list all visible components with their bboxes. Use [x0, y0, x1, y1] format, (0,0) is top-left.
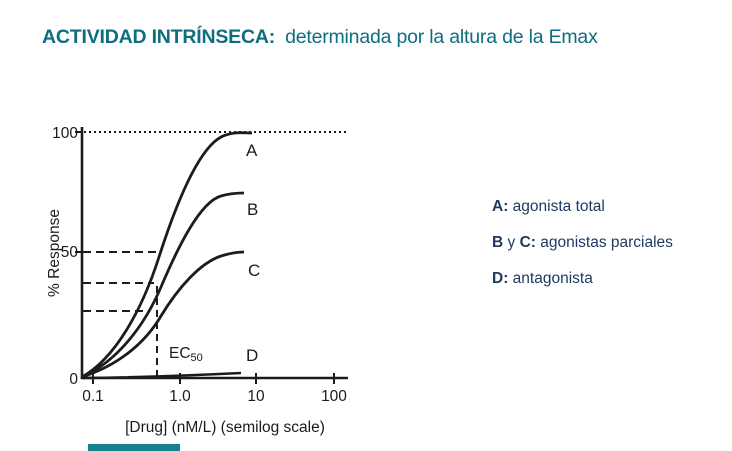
- x-tick-label-100: 100: [321, 388, 347, 405]
- legend-key-b: B: [492, 234, 504, 251]
- legend-item-a: [492, 196, 673, 218]
- x-tick-label-0_1: 0.1: [82, 388, 104, 405]
- legend-text-d: antagonista: [508, 270, 593, 287]
- x-axis-title: [Drug] (nM/L) (semilog scale): [125, 419, 325, 436]
- y-axis-title: % Response: [46, 209, 63, 297]
- curve-label-b: B: [247, 200, 259, 219]
- legend-key-a: A:: [492, 198, 509, 215]
- x-tick-label-1_0: 1.0: [169, 388, 191, 405]
- legend-conjunction: y: [503, 234, 520, 251]
- legend-key-d: D:: [492, 270, 509, 287]
- title-term: ACTIVIDAD INTRÍNSECA:: [42, 26, 276, 48]
- y-tick-label-50: 50: [60, 244, 78, 261]
- legend-key-c: C:: [519, 234, 536, 251]
- x-tick-label-10: 10: [247, 388, 265, 405]
- dose-response-chart: [40, 105, 370, 451]
- curve-label-d: D: [246, 346, 259, 365]
- ec50-label: [169, 345, 203, 364]
- chart-canvas: [40, 105, 370, 451]
- title-definition: determinada por la altura de la Emax: [285, 26, 598, 48]
- curve-label-c: C: [248, 261, 261, 280]
- ec50-label-subscript: 50: [190, 352, 203, 364]
- ec50-label-main: EC: [169, 345, 191, 362]
- legend-item-bc: [492, 232, 673, 254]
- y-tick-label-100: 100: [52, 125, 78, 142]
- footer-accent-bar: [88, 444, 180, 451]
- curve-b: [82, 193, 244, 377]
- legend-text-a: agonista total: [508, 198, 605, 215]
- y-tick-label-0: 0: [69, 371, 78, 388]
- page-title: [42, 26, 598, 49]
- curve-label-a: A: [246, 141, 258, 160]
- legend-item-d: [492, 268, 673, 290]
- curve-legend: [492, 196, 673, 304]
- legend-text-bc: agonistas parciales: [535, 234, 673, 251]
